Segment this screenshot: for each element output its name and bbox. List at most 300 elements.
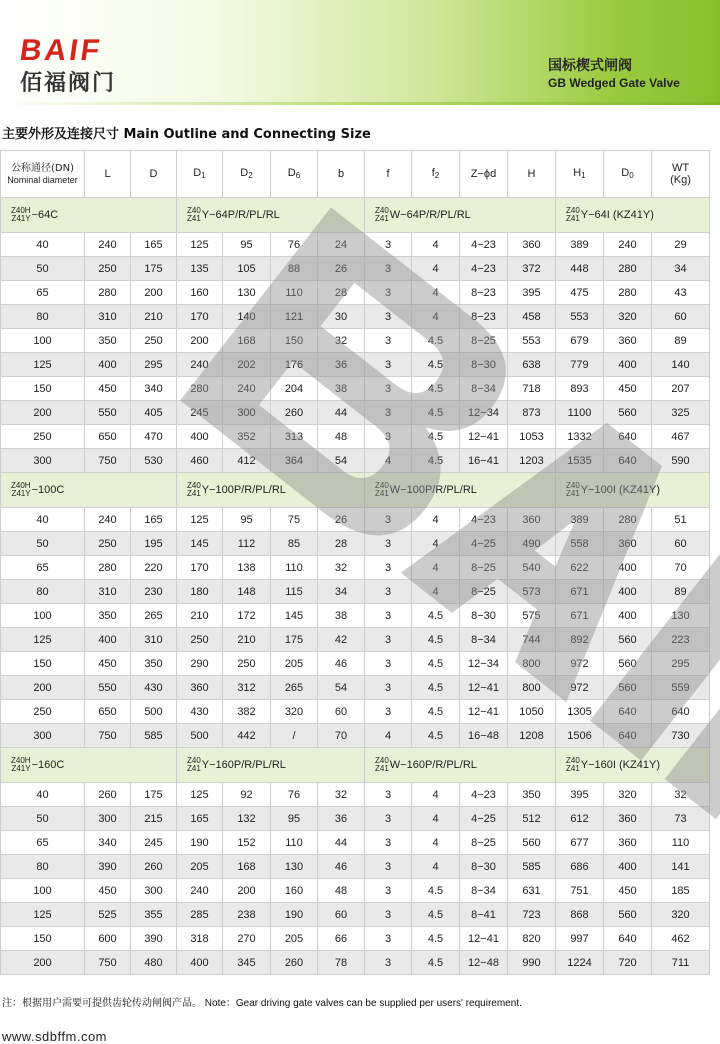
model-prefix-bottom: Z41 xyxy=(566,214,580,223)
col-D0-label: D xyxy=(621,166,630,179)
model-prefix xyxy=(375,482,389,498)
table-cell: 990 xyxy=(508,951,556,975)
table-cell: 640 xyxy=(604,700,652,724)
table-cell: 24 xyxy=(318,233,365,257)
table-cell: 4.5 xyxy=(412,724,460,748)
table-cell: 150 xyxy=(1,377,85,401)
table-cell: 280 xyxy=(85,556,131,580)
table-cell: 679 xyxy=(556,329,604,353)
model-tag xyxy=(187,482,286,498)
table-cell: 80 xyxy=(1,305,85,329)
table-cell: 8−25 xyxy=(460,329,508,353)
col-f: f xyxy=(365,151,412,198)
table-row xyxy=(1,377,710,401)
model-prefix-top: Z40 xyxy=(375,481,389,490)
table-row xyxy=(1,508,710,532)
table-cell: 148 xyxy=(223,580,271,604)
table-cell: 73 xyxy=(652,807,710,831)
table-cell: 640 xyxy=(604,425,652,449)
table-cell: 550 xyxy=(85,401,131,425)
col-D2 xyxy=(223,151,271,198)
table-cell: 997 xyxy=(556,927,604,951)
table-cell: 686 xyxy=(556,855,604,879)
model-prefix-bottom: Z41Y xyxy=(11,214,31,223)
table-cell: 150 xyxy=(271,329,318,353)
model-label: W−100P/R/PL/RL xyxy=(389,484,477,496)
table-cell: 8−25 xyxy=(460,831,508,855)
dimensions-table xyxy=(0,150,710,975)
model-tag xyxy=(566,482,660,498)
table-cell: 48 xyxy=(318,425,365,449)
col-dn xyxy=(1,151,85,198)
model-tag-cell xyxy=(1,473,177,508)
table-cell: 95 xyxy=(223,233,271,257)
model-prefix-top: Z40 xyxy=(375,206,389,215)
model-prefix xyxy=(566,757,580,773)
table-cell: 750 xyxy=(85,724,131,748)
table-row xyxy=(1,951,710,975)
table-cell: 280 xyxy=(177,377,223,401)
table-cell: 640 xyxy=(604,449,652,473)
table-cell: 360 xyxy=(177,676,223,700)
table-cell: 265 xyxy=(271,676,318,700)
table-cell: 295 xyxy=(652,652,710,676)
table-cell: 4.5 xyxy=(412,329,460,353)
table-cell: 95 xyxy=(271,807,318,831)
table-cell: 8−25 xyxy=(460,556,508,580)
col-D1 xyxy=(177,151,223,198)
table-cell: 36 xyxy=(318,807,365,831)
table-cell: 4−23 xyxy=(460,233,508,257)
table-row xyxy=(1,353,710,377)
model-tag xyxy=(375,482,477,498)
model-prefix-top: Z40 xyxy=(566,206,580,215)
table-cell: 40 xyxy=(1,233,85,257)
table-cell: 132 xyxy=(223,807,271,831)
model-label: −100C xyxy=(31,484,65,496)
model-tag xyxy=(11,207,58,223)
table-cell: 125 xyxy=(1,353,85,377)
table-cell: 1506 xyxy=(556,724,604,748)
table-cell: 8−34 xyxy=(460,879,508,903)
model-prefix-top: Z40 xyxy=(566,481,580,490)
model-tag xyxy=(11,757,64,773)
table-cell: 530 xyxy=(131,449,177,473)
model-prefix-top: Z40 xyxy=(566,756,580,765)
col-L: L xyxy=(85,151,131,198)
table-cell: 50 xyxy=(1,532,85,556)
col-D0 xyxy=(604,151,652,198)
table-cell: 360 xyxy=(604,329,652,353)
table-row xyxy=(1,700,710,724)
table-row xyxy=(1,783,710,807)
table-cell: 170 xyxy=(177,556,223,580)
header-banner xyxy=(0,0,720,105)
table-cell: 60 xyxy=(318,700,365,724)
table-cell: 3 xyxy=(365,903,412,927)
col-H1-label: H xyxy=(573,166,582,179)
table-cell: 750 xyxy=(85,449,131,473)
table-cell: 8−30 xyxy=(460,353,508,377)
table-cell: 76 xyxy=(271,233,318,257)
table-cell: 110 xyxy=(271,556,318,580)
table-cell: 590 xyxy=(652,449,710,473)
table-cell: 250 xyxy=(223,652,271,676)
table-cell: 972 xyxy=(556,676,604,700)
table-cell: 138 xyxy=(223,556,271,580)
table-cell: 32 xyxy=(318,329,365,353)
table-cell: 3 xyxy=(365,700,412,724)
table-cell: 631 xyxy=(508,879,556,903)
table-cell: 560 xyxy=(604,628,652,652)
footnote xyxy=(2,994,522,1009)
table-cell: 320 xyxy=(652,903,710,927)
table-cell: 355 xyxy=(131,903,177,927)
table-row xyxy=(1,807,710,831)
model-prefix xyxy=(11,482,31,498)
table-cell: 89 xyxy=(652,329,710,353)
table-cell: 76 xyxy=(271,783,318,807)
col-f2-label: f xyxy=(431,166,435,179)
table-cell: 125 xyxy=(1,903,85,927)
table-cell: 3 xyxy=(365,652,412,676)
table-cell: 3 xyxy=(365,676,412,700)
group-header-row xyxy=(1,473,710,508)
table-cell: 12−34 xyxy=(460,401,508,425)
table-cell: 3 xyxy=(365,425,412,449)
table-cell: 200 xyxy=(1,951,85,975)
model-label: Y−100P/R/PL/RL xyxy=(201,484,286,496)
table-cell: 540 xyxy=(508,556,556,580)
table-cell: 38 xyxy=(318,604,365,628)
table-cell: 48 xyxy=(318,879,365,903)
table-cell: 512 xyxy=(508,807,556,831)
table-cell: 105 xyxy=(223,257,271,281)
table-cell: 711 xyxy=(652,951,710,975)
table-cell: 165 xyxy=(131,508,177,532)
table-cell: 622 xyxy=(556,556,604,580)
table-cell: 340 xyxy=(85,831,131,855)
model-tag-cell xyxy=(1,198,177,233)
model-label: Y−64I (KZ41Y) xyxy=(580,209,654,221)
table-cell: 4−25 xyxy=(460,807,508,831)
table-cell: 3 xyxy=(365,807,412,831)
table-cell: 3 xyxy=(365,532,412,556)
table-cell: 3 xyxy=(365,233,412,257)
table-cell: 3 xyxy=(365,879,412,903)
table-cell: 400 xyxy=(604,556,652,580)
table-cell: 4 xyxy=(412,257,460,281)
table-row xyxy=(1,855,710,879)
table-cell: 285 xyxy=(177,903,223,927)
table-cell: 4.5 xyxy=(412,951,460,975)
model-prefix-bottom: Z41Y xyxy=(11,489,31,498)
table-row xyxy=(1,604,710,628)
table-cell: 150 xyxy=(1,927,85,951)
table-cell: 325 xyxy=(652,401,710,425)
table-cell: 4.5 xyxy=(412,401,460,425)
model-tag xyxy=(375,207,471,223)
table-row xyxy=(1,401,710,425)
table-cell: 280 xyxy=(604,257,652,281)
model-tag-cell xyxy=(177,748,365,783)
table-cell: 34 xyxy=(318,580,365,604)
table-cell: 8−34 xyxy=(460,377,508,401)
table-cell: 130 xyxy=(271,855,318,879)
table-cell: 560 xyxy=(604,903,652,927)
table-cell: / xyxy=(271,724,318,748)
table-cell: 4.5 xyxy=(412,903,460,927)
table-cell: 80 xyxy=(1,855,85,879)
table-cell: 75 xyxy=(271,508,318,532)
table-cell: 430 xyxy=(131,676,177,700)
table-cell: 80 xyxy=(1,580,85,604)
header-title-cn: 国标楔式闸阀 xyxy=(548,58,632,74)
table-cell: 8−30 xyxy=(460,855,508,879)
model-prefix-bottom: Z41 xyxy=(187,489,201,498)
table-cell: 4−23 xyxy=(460,508,508,532)
table-cell: 340 xyxy=(131,377,177,401)
table-cell: 110 xyxy=(271,831,318,855)
table-cell: 205 xyxy=(271,652,318,676)
section-title: 主要外形及连接尺寸 Main Outline and Connecting Size xyxy=(2,127,371,142)
table-cell: 210 xyxy=(131,305,177,329)
table-cell: 46 xyxy=(318,652,365,676)
table-cell: 16−48 xyxy=(460,724,508,748)
table-cell: 723 xyxy=(508,903,556,927)
table-cell: 112 xyxy=(223,532,271,556)
table-row xyxy=(1,831,710,855)
table-cell: 40 xyxy=(1,783,85,807)
table-cell: 4.5 xyxy=(412,425,460,449)
model-tag-cell xyxy=(365,198,556,233)
col-z-phi-d: Z−ϕd xyxy=(460,151,508,198)
table-cell: 4 xyxy=(412,281,460,305)
table-cell: 160 xyxy=(271,879,318,903)
table-cell: 28 xyxy=(318,281,365,305)
table-cell: 400 xyxy=(85,353,131,377)
table-cell: 640 xyxy=(604,724,652,748)
table-cell: 3 xyxy=(365,855,412,879)
table-cell: 389 xyxy=(556,233,604,257)
table-cell: 210 xyxy=(177,604,223,628)
table-cell: 320 xyxy=(271,700,318,724)
table-cell: 240 xyxy=(85,508,131,532)
logo-en: BAIF xyxy=(17,34,105,67)
table-cell: 320 xyxy=(604,783,652,807)
table-cell: 389 xyxy=(556,508,604,532)
table-cell: 4 xyxy=(412,831,460,855)
table-cell: 4 xyxy=(412,508,460,532)
table-cell: 612 xyxy=(556,807,604,831)
model-label: W−64P/R/PL/RL xyxy=(389,209,471,221)
model-tag-cell xyxy=(365,473,556,508)
table-cell: 65 xyxy=(1,281,85,305)
table-cell: 560 xyxy=(604,401,652,425)
table-row xyxy=(1,257,710,281)
table-cell: 350 xyxy=(85,604,131,628)
table-cell: 204 xyxy=(271,377,318,401)
table-cell: 202 xyxy=(223,353,271,377)
table-cell: 400 xyxy=(604,580,652,604)
table-cell: 270 xyxy=(223,927,271,951)
table-cell: 70 xyxy=(652,556,710,580)
model-prefix xyxy=(11,757,31,773)
table-cell: 458 xyxy=(508,305,556,329)
table-cell: 4 xyxy=(365,724,412,748)
table-cell: 3 xyxy=(365,604,412,628)
table-cell: 475 xyxy=(556,281,604,305)
table-cell: 364 xyxy=(271,449,318,473)
table-cell: 718 xyxy=(508,377,556,401)
table-cell: 310 xyxy=(85,580,131,604)
table-cell: 190 xyxy=(271,903,318,927)
table-cell: 3 xyxy=(365,556,412,580)
table-cell: 892 xyxy=(556,628,604,652)
table-cell: 135 xyxy=(177,257,223,281)
table-cell: 350 xyxy=(85,329,131,353)
table-cell: 54 xyxy=(318,676,365,700)
table-cell: 390 xyxy=(131,927,177,951)
header-title-en: GB Wedged Gate Valve xyxy=(548,76,680,90)
table-cell: 165 xyxy=(177,807,223,831)
model-prefix-bottom: Z41 xyxy=(187,764,201,773)
table-cell: 250 xyxy=(177,628,223,652)
table-cell: 575 xyxy=(508,604,556,628)
col-D1-sub: 1 xyxy=(201,170,206,180)
table-cell: 310 xyxy=(131,628,177,652)
table-cell: 4.5 xyxy=(412,353,460,377)
model-prefix-bottom: Z41Y xyxy=(11,764,31,773)
table-cell: 3 xyxy=(365,783,412,807)
table-cell: 360 xyxy=(604,532,652,556)
table-cell: 751 xyxy=(556,879,604,903)
table-cell: 360 xyxy=(604,831,652,855)
table-cell: 200 xyxy=(131,281,177,305)
table-cell: 200 xyxy=(223,879,271,903)
table-cell: 430 xyxy=(177,700,223,724)
table-cell: 3 xyxy=(365,353,412,377)
table-cell: 585 xyxy=(131,724,177,748)
table-cell: 395 xyxy=(508,281,556,305)
table-row xyxy=(1,532,710,556)
col-dn-en: Nominal diameter xyxy=(7,174,78,185)
model-prefix xyxy=(375,757,389,773)
model-prefix-top: Z40 xyxy=(187,756,201,765)
model-prefix xyxy=(187,207,201,223)
table-cell: 450 xyxy=(85,879,131,903)
table-cell: 1305 xyxy=(556,700,604,724)
table-cell: 240 xyxy=(223,377,271,401)
table-cell: 200 xyxy=(1,676,85,700)
model-label: Y−160P/R/PL/RL xyxy=(201,759,286,771)
table-cell: 450 xyxy=(85,377,131,401)
table-cell: 12−34 xyxy=(460,652,508,676)
table-cell: 4 xyxy=(365,449,412,473)
table-row xyxy=(1,233,710,257)
table-cell: 893 xyxy=(556,377,604,401)
table-cell: 95 xyxy=(223,508,271,532)
table-cell: 12−41 xyxy=(460,425,508,449)
table-cell: 245 xyxy=(177,401,223,425)
table-cell: 100 xyxy=(1,879,85,903)
model-prefix-top: Z40H xyxy=(11,756,31,765)
model-prefix xyxy=(187,757,201,773)
model-tag-cell xyxy=(365,748,556,783)
table-cell: 34 xyxy=(652,257,710,281)
table-cell: 300 xyxy=(1,449,85,473)
table-cell: 300 xyxy=(1,724,85,748)
col-D6 xyxy=(271,151,318,198)
table-cell: 150 xyxy=(1,652,85,676)
table-cell: 280 xyxy=(604,281,652,305)
footnote-cn: 注：根据用户需要可提供齿轮传动闸阀产品。 xyxy=(2,998,202,1009)
table-row xyxy=(1,879,710,903)
table-cell: 260 xyxy=(85,783,131,807)
table-cell: 220 xyxy=(131,556,177,580)
table-row xyxy=(1,628,710,652)
table-cell: 295 xyxy=(131,353,177,377)
table-cell: 140 xyxy=(652,353,710,377)
table-cell: 12−41 xyxy=(460,700,508,724)
table-cell: 175 xyxy=(131,257,177,281)
table-cell: 450 xyxy=(604,879,652,903)
table-cell: 4 xyxy=(412,580,460,604)
table-cell: 313 xyxy=(271,425,318,449)
table-cell: 32 xyxy=(318,783,365,807)
table-cell: 500 xyxy=(131,700,177,724)
col-D2-sub: 2 xyxy=(248,170,253,180)
table-cell: 32 xyxy=(652,783,710,807)
table-cell: 250 xyxy=(1,425,85,449)
table-cell: 800 xyxy=(508,652,556,676)
table-cell: 65 xyxy=(1,831,85,855)
table-cell: 3 xyxy=(365,508,412,532)
table-row xyxy=(1,329,710,353)
table-cell: 88 xyxy=(271,257,318,281)
table-row xyxy=(1,556,710,580)
table-cell: 671 xyxy=(556,580,604,604)
table-cell: 4 xyxy=(412,233,460,257)
table-cell: 671 xyxy=(556,604,604,628)
col-wt xyxy=(652,151,710,198)
table-cell: 730 xyxy=(652,724,710,748)
table-cell: 30 xyxy=(318,305,365,329)
table-cell: 210 xyxy=(223,628,271,652)
table-cell: 677 xyxy=(556,831,604,855)
col-wt-unit: (Kg) xyxy=(670,174,691,186)
table-row xyxy=(1,927,710,951)
table-cell: 412 xyxy=(223,449,271,473)
table-cell: 553 xyxy=(508,329,556,353)
table-cell: 51 xyxy=(652,508,710,532)
table-cell: 85 xyxy=(271,532,318,556)
col-b: b xyxy=(318,151,365,198)
model-prefix-bottom: Z41 xyxy=(187,214,201,223)
table-row xyxy=(1,652,710,676)
table-cell: 3 xyxy=(365,329,412,353)
table-cell: 3 xyxy=(365,831,412,855)
table-cell: 43 xyxy=(652,281,710,305)
table-cell: 4−25 xyxy=(460,532,508,556)
table-cell: 60 xyxy=(652,532,710,556)
table-cell: 66 xyxy=(318,927,365,951)
table-cell: 200 xyxy=(1,401,85,425)
table-cell: 560 xyxy=(604,652,652,676)
table-cell: 172 xyxy=(223,604,271,628)
table-cell: 280 xyxy=(604,508,652,532)
table-cell: 345 xyxy=(223,951,271,975)
